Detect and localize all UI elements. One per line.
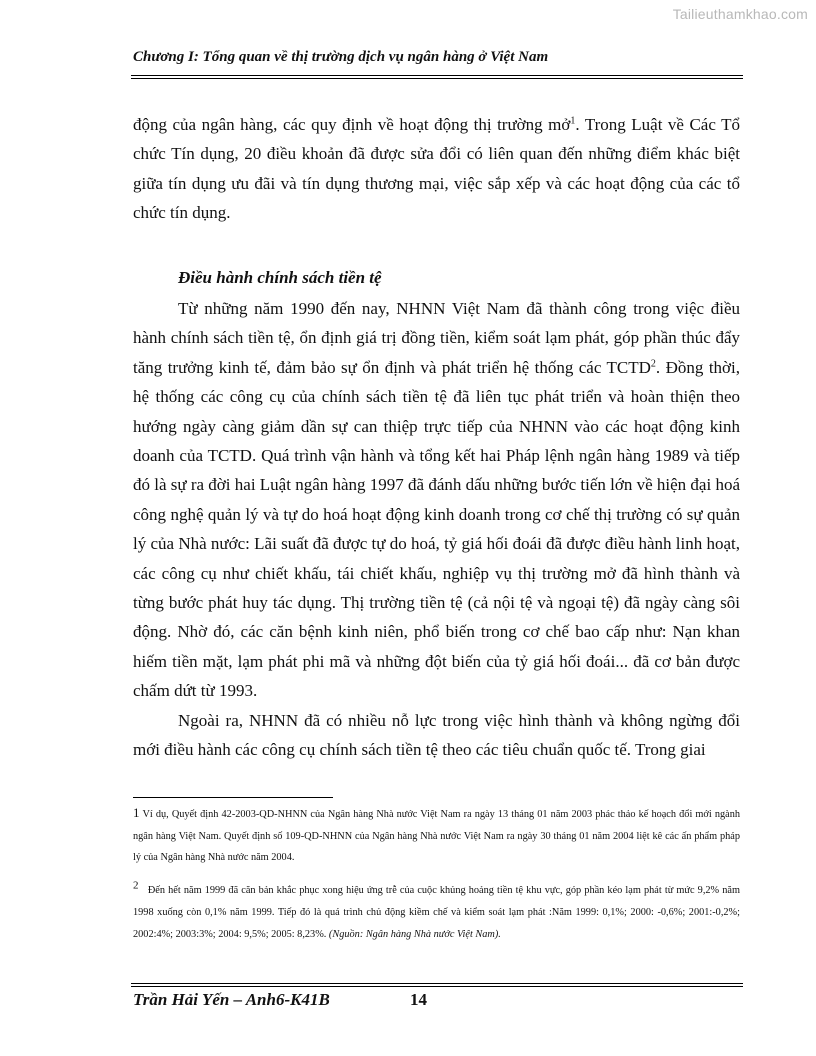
footnote-1-text: Ví dụ, Quyết định 42-2003-QD-NHNN của Ngân hàng Nhà nước Việt Nam ra ngày 13 tháng 01 năm 2003 phác thảo kế hoạch đổi mới ngành ngân hàng Việt Nam. Quyết định số 109-QD-NHNN của Ngân hàng Nhà nước Việt Nam ra ngày 30 tháng 01 năm 2004 liệt kê các ấn phẩm pháp lý của Ngân hàng Nhà nước năm 2004. — [133, 809, 741, 864]
watermark: Tailieuthamkhao.com — [672, 6, 808, 22]
intro-text-part-2: . Trong Luật về Các Tổ chức Tín dụng, 20 điều khoản đã được sửa đổi có liên quan đến những điểm khác biệt giữa tín dụng ưu đãi và tín dụng thương mại, việc sắp xếp và các hoạt động của các tổ chức tín dụng. — [133, 115, 740, 223]
footnote-2-source: (Nguồn: Ngân hàng Nhà nước Việt Nam). — [328, 928, 501, 940]
chapter-header-title: Chương I: Tổng quan về thị trường dịch vụ ngân hàng ở Việt Nam — [133, 49, 549, 65]
section-paragraph-1 — [133, 294, 740, 706]
footnotes — [133, 802, 740, 956]
footnote-ref-1[interactable]: 1 — [570, 115, 576, 127]
intro-paragraph — [133, 110, 740, 228]
footer-divider — [131, 983, 743, 987]
footnote-ref-2[interactable]: 2 — [650, 358, 656, 370]
footnote-2-mark: 2 — [133, 879, 139, 892]
paragraph-1-part-2: . Đồng thời, hệ thống các công cụ của chính sách tiền tệ đã liên tục phát triển và hoàn thiện theo hướng ngày càng giảm dần sự can thiệp trực tiếp của NHNN vào các hoạt động kinh doanh của TCTD. Quá trình vận hành và tổng kết hai Pháp lệnh ngân hàng 1989 và tiếp đó là sự ra đời hai Luật ngân hàng 1997 đã đánh dấu những bước tiến lớn về hiện đại hoá công nghệ quản lý và tự do hoá hoạt động kinh doanh trong cơ chế thị trường có sự quản lý của Nhà nước: Lãi suất đã được tự do hoá, tỷ giá hối đoái đã được điều hành linh hoạt, các công cụ như chiết khấu, tái chiết khấu, nghiệp vụ thị trường mở đã hình thành và từng bước phát huy tác dụng. Thị trường tiền tệ (cả nội tệ và ngoại tệ) đã ngày càng sôi động. Nhờ đó, các căn bệnh kinh niên, phổ biến trong cơ chế bao cấp như: Nạn khan hiếm tiền mặt, lạm phát phi mã và những đột biến của tỷ giá hối đoái... đã cơ bản được chấm dứt từ 1993. — [133, 357, 741, 701]
section-heading: Điều hành chính sách tiền tệ — [178, 268, 382, 287]
footnote-2 — [133, 880, 740, 945]
footer-author: Trần Hải Yến – Anh6-K41B — [133, 990, 330, 1009]
footnote-1 — [133, 802, 740, 869]
section-body — [133, 294, 740, 765]
footnote-2-text: Đến hết năm 1999 đã căn bản khắc phục xong hiệu ứng trễ của cuộc khủng hoảng tiền tệ khu vực, góp phần kéo lạm phát từ mức 9,2% năm 1998 xuống còn 0,1% năm 1999. Tiếp đó là quá trình chủ động kiềm chế và kiểm soát lạm phát :Năm 1999: 0,1%; 2000: -0,6%; 2001:-0,2%; 2002:4%; 2003:3%; 2004: 9,5%; 2005: 8,23%. — [133, 885, 740, 940]
footnote-divider — [133, 797, 333, 798]
paragraph-1-part-1: Từ những năm 1990 đến nay, NHNN Việt Nam đã thành công trong việc điều hành chính sách tiền tệ, ổn định giá trị đồng tiền, kiểm soát lạm phát, góp phần thúc đẩy tăng trưởng kinh tế, đảm bảo sự ổn định và phát triển hệ thống các TCTD — [133, 299, 740, 377]
intro-text-part-1: động của ngân hàng, các quy định về hoạt động thị trường mở — [133, 115, 571, 134]
footnote-1-mark: 1 — [133, 805, 140, 820]
page-number: 14 — [410, 990, 427, 1009]
header-divider — [131, 75, 743, 79]
section-paragraph-2: Ngoài ra, NHNN đã có nhiều nỗ lực trong việc hình thành và không ngừng đổi mới điều hành các công cụ chính sách tiền tệ theo các tiêu chuẩn quốc tế. Trong giai — [133, 710, 740, 760]
